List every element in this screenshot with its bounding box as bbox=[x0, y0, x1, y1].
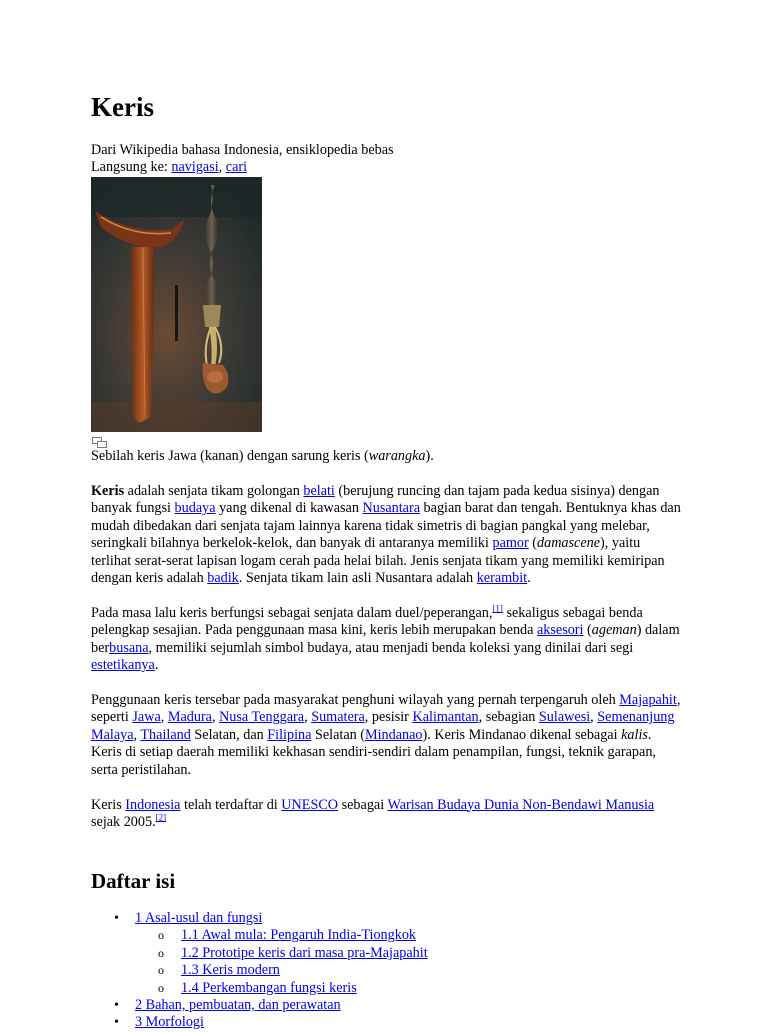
text: Pada masa lalu keris berfungsi sebagai senjata dalam duel/peperangan, bbox=[91, 604, 493, 621]
toc-subitem bbox=[135, 980, 428, 997]
toc-item bbox=[91, 997, 428, 1014]
link-badik[interactable]: badik bbox=[207, 570, 239, 587]
italic-term: damascene bbox=[537, 535, 601, 552]
toc-subitem bbox=[135, 945, 428, 962]
toc-item bbox=[91, 1014, 428, 1031]
text: ) dalam ber bbox=[91, 622, 680, 656]
jump-to-search-link[interactable]: cari bbox=[225, 159, 248, 175]
text: ( bbox=[528, 535, 537, 552]
toc-sublist bbox=[135, 927, 428, 997]
caption-italic: warangka bbox=[368, 448, 426, 464]
toc-item bbox=[91, 910, 428, 997]
text: sejak 2005. bbox=[91, 814, 156, 830]
text: , seperti bbox=[91, 692, 681, 726]
text: , bbox=[160, 709, 168, 726]
table-of-contents bbox=[91, 910, 428, 1032]
text: . Keris di setiap daerah memiliki kekhasan sendiri-sendiri dalam penampilan, fungsi, teknik garapan, serta peristilahan. bbox=[91, 726, 656, 778]
jump-links bbox=[91, 159, 247, 176]
link-kalimantan[interactable]: Kalimantan bbox=[412, 709, 479, 726]
text: . Senjata tikam lain asli Nusantara adalah bbox=[238, 570, 477, 587]
link-thailand[interactable]: Thailand bbox=[140, 726, 191, 743]
italic-term: ageman bbox=[591, 622, 637, 639]
text: ). Keris Mindanao dikenal sebagai bbox=[422, 726, 622, 743]
text: Selatan, dan bbox=[190, 726, 268, 743]
site-tagline: Dari Wikipedia bahasa Indonesia, ensiklopedia bebas bbox=[91, 142, 394, 158]
text: , memiliki sejumlah simbol budaya, atau menjadi benda koleksi yang dinilai dari segi bbox=[148, 639, 634, 656]
reference-link-2[interactable]: [2] bbox=[155, 812, 167, 823]
caption-text: Sebilah keris Jawa (kanan) dengan sarung keris ( bbox=[91, 448, 369, 464]
text: ), yaitu terlihat serat-serat lapisan logam cerah pada helai bilah. Jenis senjata tikam yang memiliki kemiripan dengan keris adalah bbox=[91, 535, 665, 587]
text: , bbox=[304, 709, 312, 726]
keris-photo-image bbox=[91, 177, 262, 432]
caption-text-end: ). bbox=[425, 448, 434, 464]
link-majapahit[interactable]: Majapahit bbox=[619, 692, 677, 709]
link-warisan-budaya[interactable]: Warisan Budaya Dunia Non-Bendawi Manusia bbox=[387, 796, 655, 813]
italic-term: kalis bbox=[621, 726, 648, 743]
page-title: Keris bbox=[91, 92, 154, 122]
text: bagian barat dan tengah. Bentuknya khas dan mudah dibedakan dari senjata tajam lainnya karena tidak simetris di bagian pangkal yang melebar, seringkali bilahnya berkelok-kelok, dan banyak di antaranya memiliki bbox=[91, 500, 681, 552]
article-body bbox=[91, 483, 681, 849]
text: ( bbox=[583, 622, 592, 639]
link-pamor[interactable]: pamor bbox=[492, 535, 529, 552]
figure-caption bbox=[91, 448, 434, 465]
text: Keris bbox=[91, 796, 126, 813]
link-jawa[interactable]: Jawa bbox=[132, 709, 161, 726]
link-unesco[interactable]: UNESCO bbox=[281, 796, 339, 813]
text: Penggunaan keris tersebar pada masyarakat penghuni wilayah yang pernah terpengaruh oleh bbox=[91, 692, 620, 709]
text: yang dikenal di kawasan bbox=[215, 500, 363, 517]
link-madura[interactable]: Madura bbox=[167, 709, 212, 726]
link-aksesori[interactable]: aksesori bbox=[536, 622, 584, 639]
text: , pesisir bbox=[364, 709, 413, 726]
toc-link[interactable]: 1.4 Perkembangan fungsi keris bbox=[181, 979, 357, 996]
toc-link[interactable]: 3 Morfologi bbox=[135, 1014, 204, 1031]
jump-separator: , bbox=[218, 159, 226, 175]
text: Selatan ( bbox=[311, 726, 365, 743]
link-nusa-tenggara[interactable]: Nusa Tenggara bbox=[219, 709, 305, 726]
paragraph-intro bbox=[91, 483, 681, 587]
link-budaya[interactable]: budaya bbox=[174, 500, 216, 517]
link-belati[interactable]: belati bbox=[303, 483, 335, 499]
toc-link[interactable]: 2 Bahan, pembuatan, dan perawatan bbox=[135, 997, 341, 1014]
text: , bbox=[590, 709, 598, 726]
link-kerambit[interactable]: kerambit bbox=[476, 570, 528, 587]
reference-link-1[interactable]: [1] bbox=[492, 603, 503, 614]
link-busana[interactable]: busana bbox=[109, 639, 149, 656]
link-estetikanya[interactable]: estetikanya bbox=[91, 657, 155, 674]
keris-photo[interactable] bbox=[91, 177, 262, 432]
text: , bbox=[211, 709, 220, 726]
link-sulawesi[interactable]: Sulawesi bbox=[538, 709, 591, 726]
text: sebagai bbox=[338, 796, 388, 813]
text: , sebagian bbox=[478, 709, 539, 726]
toc-subitem bbox=[135, 927, 428, 944]
text: adalah senjata tikam golongan bbox=[124, 483, 304, 499]
paragraph-unesco bbox=[91, 797, 681, 832]
toc-link[interactable]: 1.1 Awal mula: Pengaruh India-Tiongkok bbox=[181, 927, 417, 944]
term-bold: Keris bbox=[91, 483, 125, 499]
paragraph-function bbox=[91, 605, 681, 675]
link-nusantara[interactable]: Nusantara bbox=[362, 500, 420, 517]
jump-prefix: Langsung ke: bbox=[91, 159, 172, 175]
text: sekaligus sebagai benda pelengkap sesajian. Pada penggunaan masa kini, keris lebih merupakan benda bbox=[91, 604, 643, 639]
text: . bbox=[154, 657, 159, 674]
text: (berujung runcing dan tajam pada kedua sisinya) dengan banyak fungsi bbox=[91, 483, 660, 517]
text: telah terdaftar di bbox=[180, 796, 282, 813]
link-indonesia[interactable]: Indonesia bbox=[125, 796, 181, 813]
toc-link[interactable]: 1.2 Prototipe keris dari masa pra-Majapahit bbox=[181, 944, 428, 961]
toc-subitem bbox=[135, 962, 428, 979]
link-mindanao[interactable]: Mindanao bbox=[365, 726, 423, 743]
text: . bbox=[527, 570, 531, 587]
link-sumatera[interactable]: Sumatera bbox=[311, 709, 365, 726]
jump-to-navigation-link[interactable]: navigasi bbox=[171, 159, 219, 175]
toc-link[interactable]: 1.3 Keris modern bbox=[181, 962, 280, 979]
paragraph-distribution bbox=[91, 692, 681, 779]
toc-link[interactable]: 1 Asal-usul dan fungsi bbox=[135, 910, 263, 926]
text: , bbox=[133, 726, 141, 743]
toc-heading: Daftar isi bbox=[91, 869, 176, 893]
link-filipina[interactable]: Filipina bbox=[267, 726, 312, 743]
link-semenanjung-malaya[interactable]: Semenanjung Malaya bbox=[91, 709, 675, 743]
